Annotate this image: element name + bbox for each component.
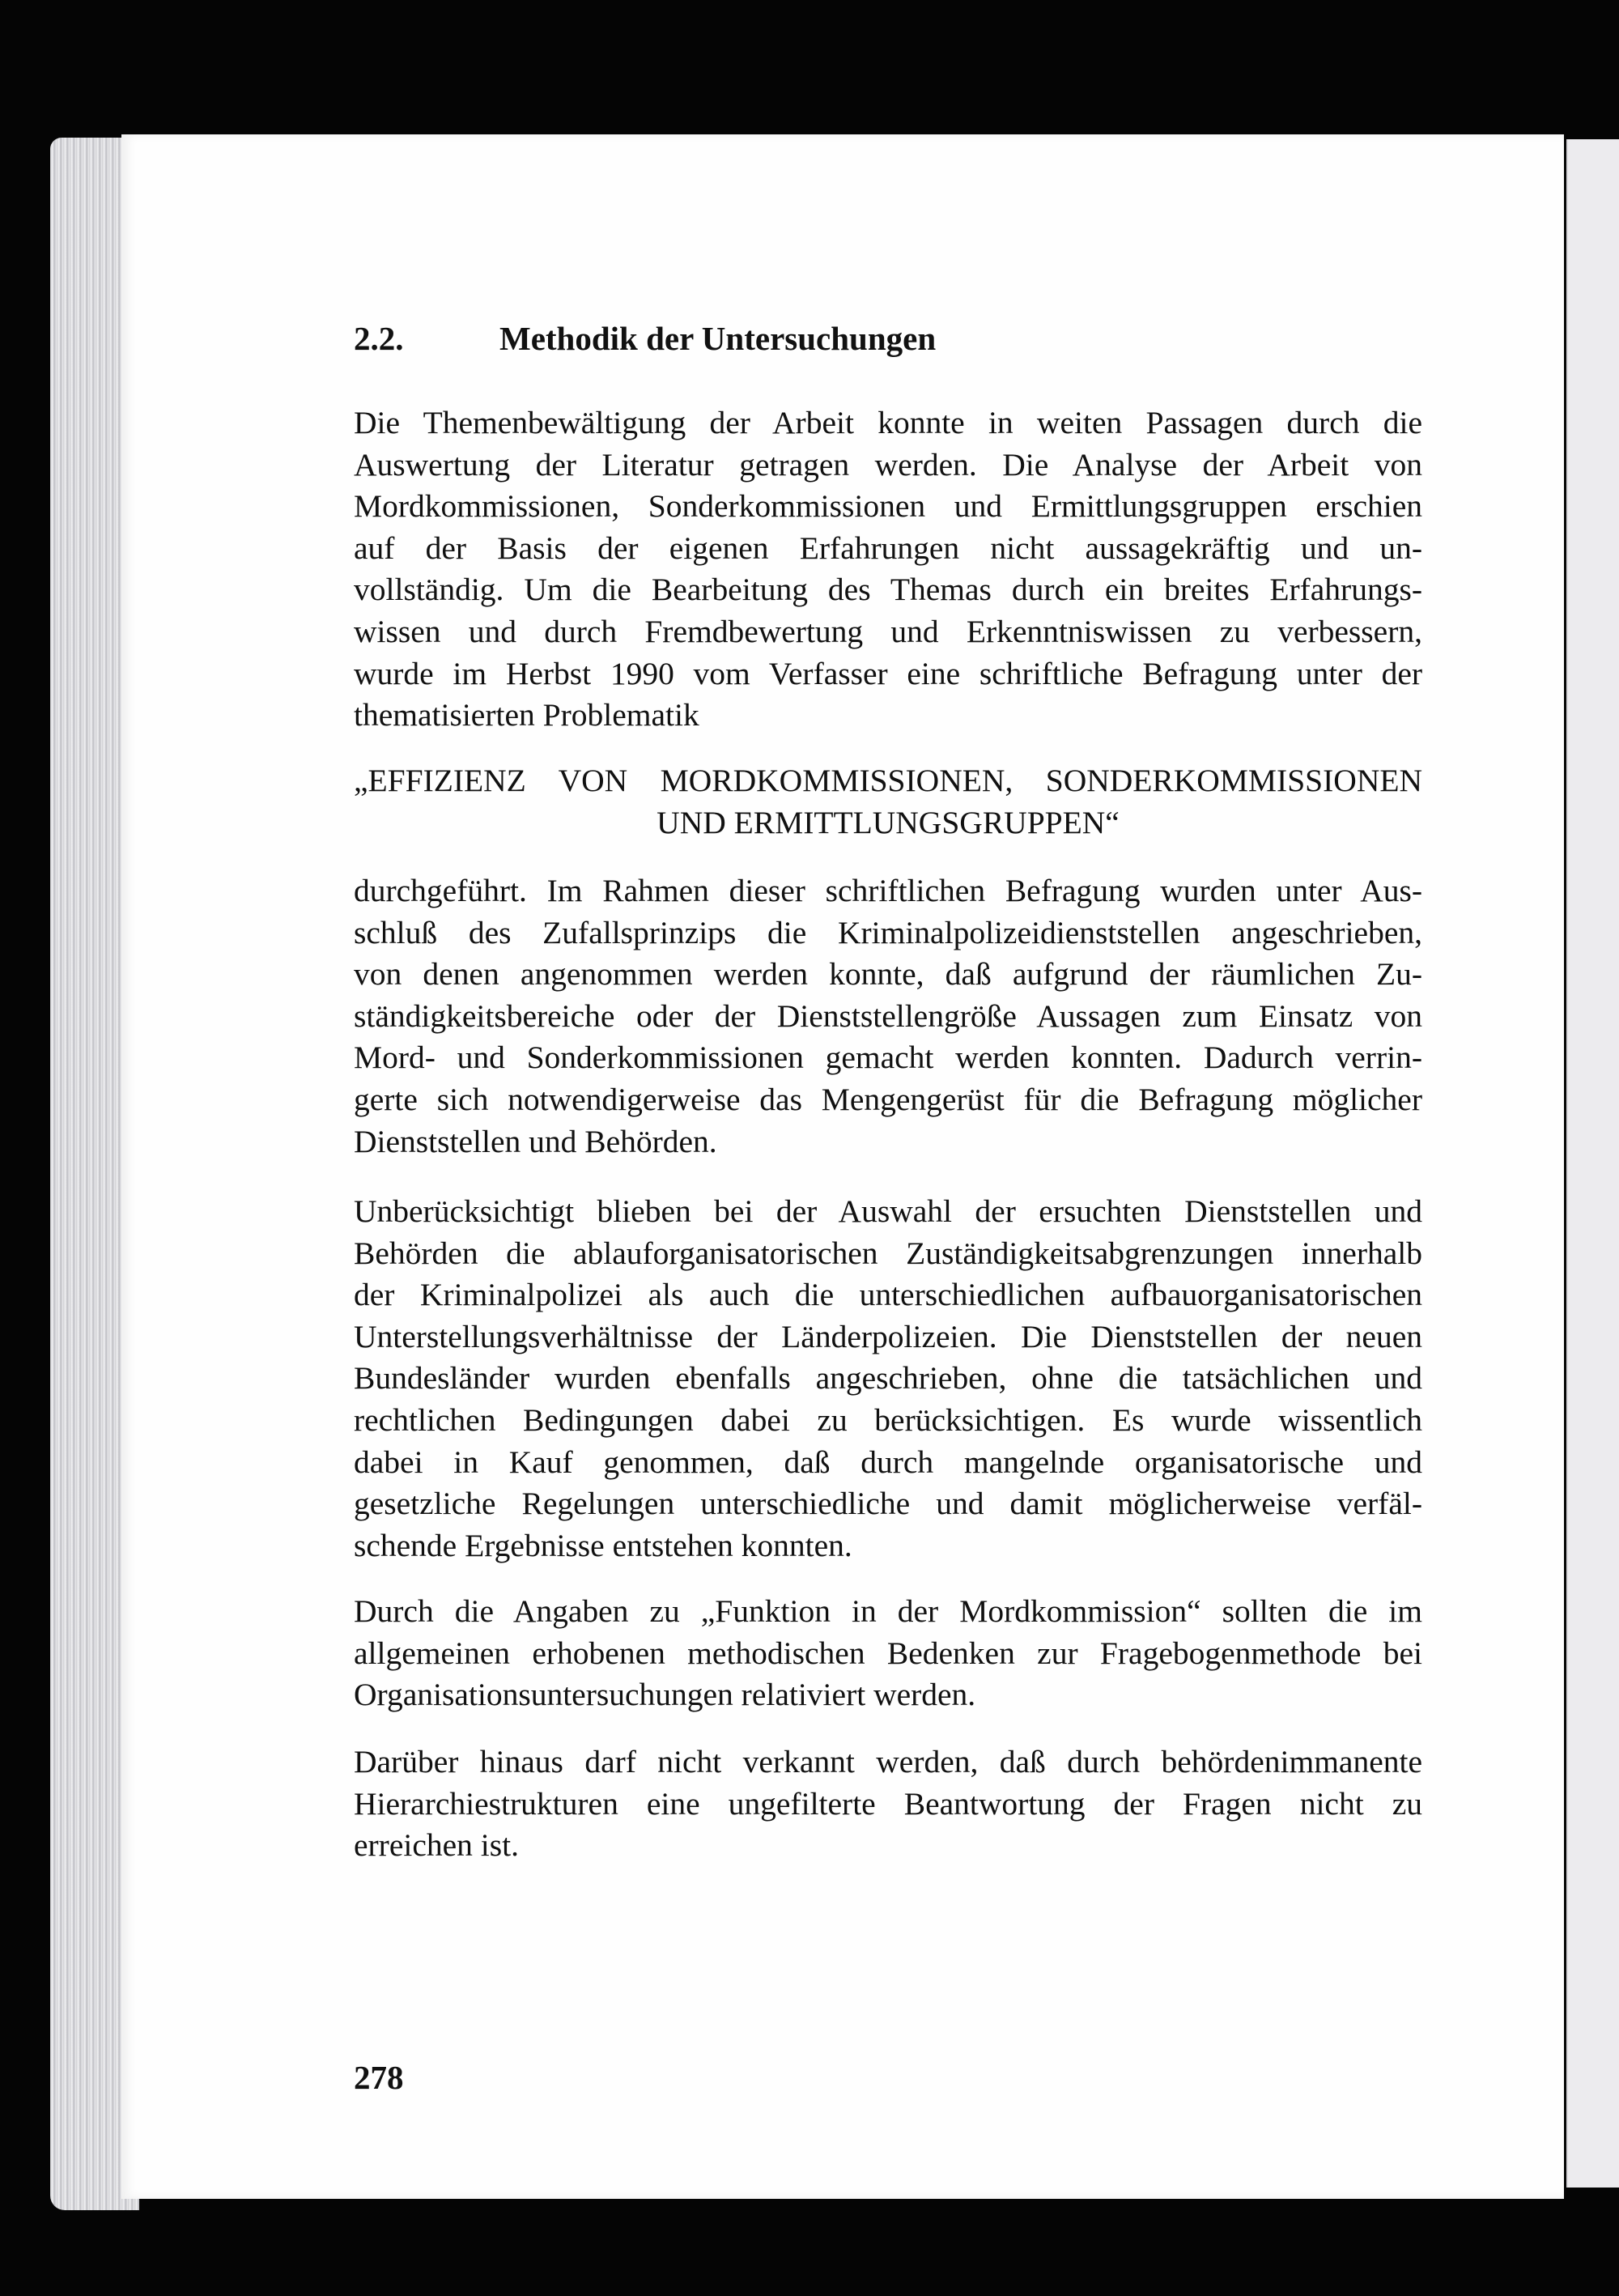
- section-number: 2.2.: [354, 320, 404, 357]
- text-line: gerte sich notwendigerweise das Mengengerüst für die Befragung möglicher: [354, 1081, 1422, 1117]
- text-line: thematisierten Problematik: [354, 697, 699, 733]
- text-line: gesetzliche Regelungen unterschiedliche und damit möglicherweise verfäl-: [354, 1486, 1422, 1522]
- text-line: Behörden die ablauforganisatorischen Zuständigkeitsabgrenzungen innerhalb: [354, 1235, 1422, 1271]
- survey-title-block: [354, 760, 1422, 844]
- text-line: Hierarchiestrukturen eine ungefilterte Beantwortung der Fragen nicht zu: [354, 1785, 1422, 1822]
- text-line: wissen und durch Fremdbewertung und Erkenntniswissen zu verbessern,: [354, 613, 1422, 649]
- text-line: Durch die Angaben zu „Funktion in der Mordkommission“ sollten die im: [354, 1593, 1422, 1629]
- paragraph-hierarchy: [354, 1741, 1422, 1867]
- text-line: wurde im Herbst 1990 vom Verfasser eine schriftliche Befragung unter der: [354, 655, 1422, 691]
- text-line: Bundesländer wurden ebenfalls angeschrieben, ohne die tatsächlichen und: [354, 1360, 1422, 1397]
- text-line: „EFFIZIENZ VON MORDKOMMISSIONEN, SONDERKOMMISSIONEN: [354, 763, 1422, 798]
- facing-page-edge: [1566, 139, 1619, 2188]
- text-line: der Kriminalpolizei als auch die unterschiedlichen aufbauorganisatorischen: [354, 1277, 1422, 1313]
- text-line: ständigkeitsbereiche oder der Dienststellengröße Aussagen zum Einsatz von: [354, 997, 1422, 1034]
- section-title: Methodik der Untersuchungen: [499, 320, 937, 357]
- text-line: Mord- und Sonderkommissionen gemacht werden konnten. Dadurch verrin-: [354, 1040, 1422, 1076]
- text-line: Die Themenbewältigung der Arbeit konnte in weiten Passagen durch die: [354, 405, 1422, 440]
- text-line: dabei in Kauf genommen, daß durch mangelnde organisatorische und: [354, 1444, 1422, 1480]
- section-heading: [354, 317, 936, 359]
- page-number: 278: [354, 2059, 404, 2096]
- paragraph-function: [354, 1591, 1422, 1716]
- text-line: rechtlichen Bedingungen dabei zu berücksichtigen. Es wurde wissentlich: [354, 1401, 1422, 1438]
- paragraph-intro: [354, 402, 1422, 737]
- text-line: Darüber hinaus darf nicht verkannt werden, daß durch behördenimmanente: [354, 1744, 1422, 1779]
- paragraph-execution: [354, 870, 1422, 1163]
- text-line: auf der Basis der eigenen Erfahrungen nicht aussagekräftig und un-: [354, 529, 1422, 566]
- text-line: durchgeführt. Im Rahmen dieser schriftlichen Befragung wurden unter Aus-: [354, 873, 1422, 908]
- text-line: Mordkommissionen, Sonderkommissionen und Ermittlungsgruppen erschien: [354, 488, 1422, 525]
- text-line: UND ERMITTLUNGSGRUPPEN“: [657, 804, 1120, 840]
- text-line: von denen angenommen werden konnte, daß aufgrund der räumlichen Zu-: [354, 956, 1422, 993]
- text-line: Dienststellen und Behörden.: [354, 1123, 717, 1159]
- paragraph-unconsidered: [354, 1191, 1422, 1567]
- text-line: Unterstellungsverhältnisse der Länderpolizeien. Die Dienststellen der neuen: [354, 1318, 1422, 1354]
- text-line: schluß des Zufallsprinzips die Kriminalpolizeidienststellen angeschrieben,: [354, 914, 1422, 950]
- text-line: erreichen ist.: [354, 1827, 519, 1864]
- text-line: vollständig. Um die Bearbeitung des Themas durch ein breites Erfahrungs-: [354, 572, 1422, 608]
- text-line: Auswertung der Literatur getragen werden. Die Analyse der Arbeit von: [354, 446, 1422, 483]
- text-line: Unberücksichtigt blieben bei der Auswahl der ersuchten Dienststellen und: [354, 1193, 1422, 1229]
- text-line: Organisationsuntersuchungen relativiert werden.: [354, 1677, 976, 1713]
- text-line: allgemeinen erhobenen methodischen Bedenken zur Fragebogenmethode bei: [354, 1635, 1422, 1671]
- text-line: schende Ergebnisse entstehen konnten.: [354, 1527, 852, 1563]
